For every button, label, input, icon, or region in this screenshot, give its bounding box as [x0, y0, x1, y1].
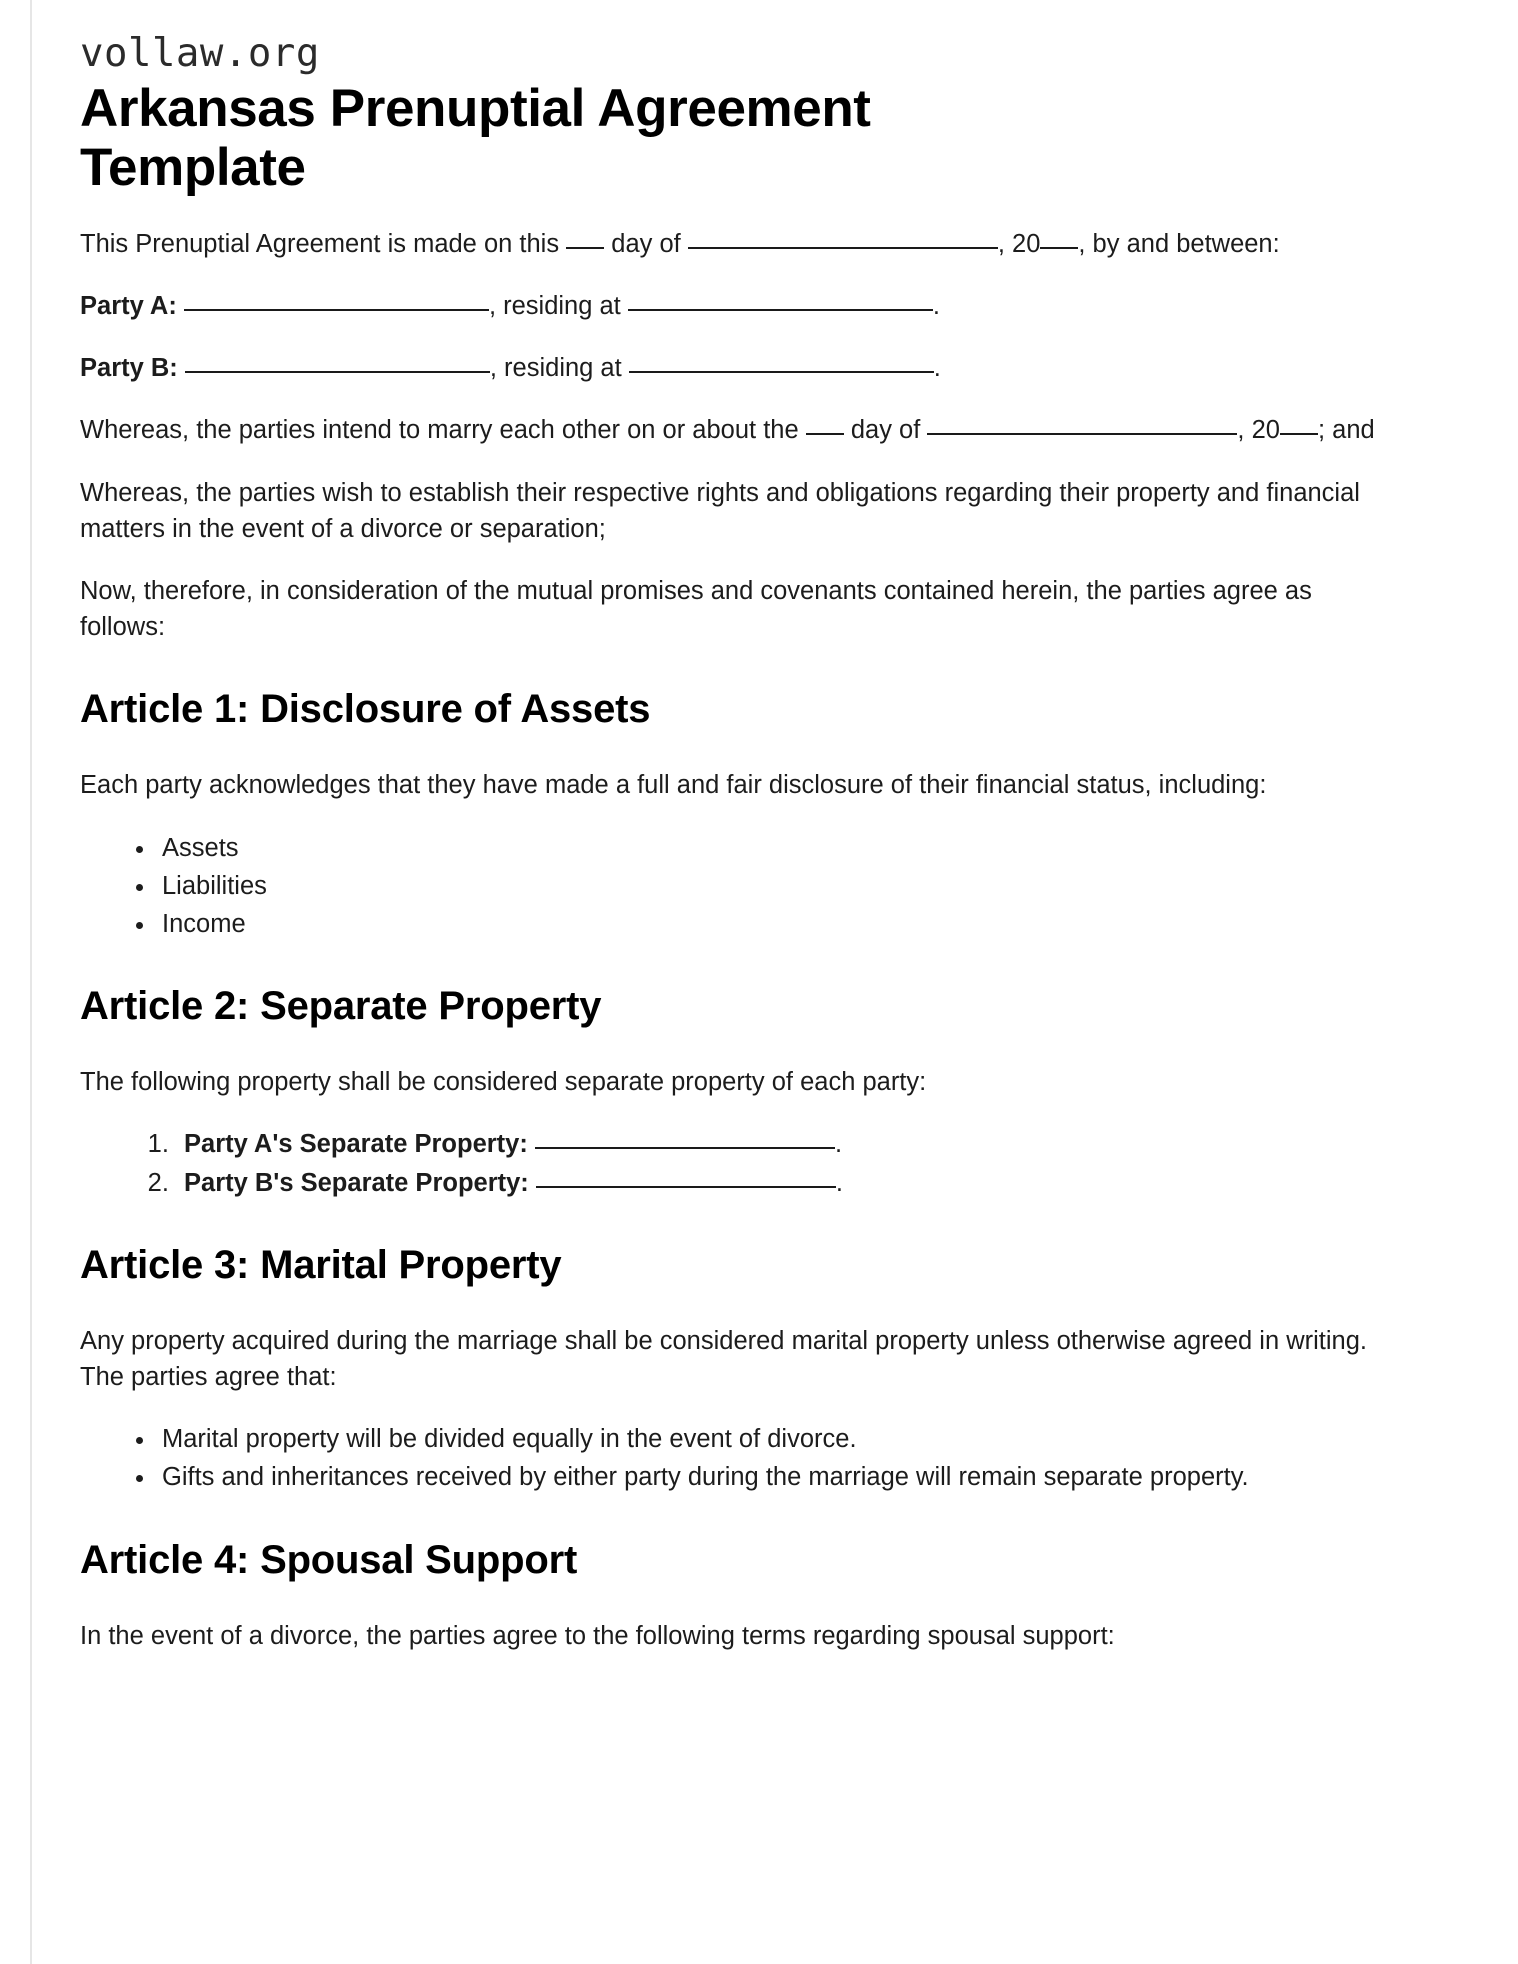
whereas-1-text-b: day of	[850, 416, 921, 445]
party-a-end-text: .	[932, 291, 940, 320]
party-b-separate-property-end: .	[835, 1168, 843, 1197]
site-logo: vollaw.org	[80, 31, 320, 76]
party-a-separate-property-label: Party A's Separate Property:	[184, 1130, 528, 1159]
intro-text-a: This Prenuptial Agreement is made on this	[80, 229, 560, 258]
party-a-separate-property-end: .	[834, 1130, 843, 1159]
article-4-heading: Article 4: Spousal Support	[80, 1537, 578, 1582]
party-a-line	[80, 288, 1380, 324]
intro-text-c: , 20	[997, 229, 1041, 258]
party-b-end-text: .	[933, 354, 941, 383]
party-b-line	[80, 350, 1380, 386]
marry-month-blank[interactable]	[927, 433, 1237, 435]
list-item: • Gifts and inheritances received by either party during the marriage will remain separate property.	[156, 1459, 1398, 1495]
page-title: Arkansas Prenuptial Agreement Template	[80, 79, 871, 198]
article-2-heading: Article 2: Separate Property	[80, 984, 602, 1029]
whereas-1-text-e: ; and	[1317, 416, 1375, 445]
party-b-address-blank[interactable]	[629, 371, 934, 373]
article-3-bullet-list	[80, 1421, 1398, 1495]
now-therefore-paragraph: Now, therefore, in consideration of the mutual promises and covenants contained herein, the parties agree as follows:	[80, 576, 1312, 642]
year-blank[interactable]	[1040, 247, 1078, 249]
list-item	[176, 1165, 1398, 1201]
article-1-body: Each party acknowledges that they have made a full and fair disclosure of their financial status, including:	[80, 771, 1267, 800]
agreement-date-paragraph	[80, 226, 1380, 262]
whereas-1-text-d: 20	[1251, 416, 1280, 445]
party-a-name-blank[interactable]	[184, 309, 489, 311]
whereas-1-text-c: ,	[1237, 416, 1245, 445]
article-3-heading: Article 3: Marital Property	[80, 1242, 562, 1287]
party-b-name-blank[interactable]	[185, 371, 490, 373]
article-1-bullet-list	[80, 830, 1398, 943]
list-item	[176, 1126, 1398, 1162]
whereas-rights-paragraph: Whereas, the parties wish to establish their respective rights and obligations regarding their property and financial matters in the event of a divorce or separation;	[80, 478, 1360, 543]
party-a-label: Party A:	[80, 291, 177, 320]
party-a-separate-property-blank[interactable]	[535, 1147, 835, 1149]
article-4-body: In the event of a divorce, the parties agree to the following terms regarding spousal support:	[80, 1621, 1115, 1650]
intro-text-d: , by and between:	[1078, 229, 1280, 258]
whereas-marry-paragraph	[80, 412, 1380, 448]
article-3-body: Any property acquired during the marriage shall be considered marital property unless otherwise agreed in writing. The parties agree that:	[80, 1326, 1368, 1391]
article-2-numbered-list	[80, 1126, 1398, 1200]
marry-year-blank[interactable]	[1280, 433, 1318, 435]
list-item: • Liabilities	[156, 868, 1398, 904]
month-blank[interactable]	[688, 247, 998, 249]
party-a-address-blank[interactable]	[628, 309, 933, 311]
party-b-separate-property-label: Party B's Separate Property:	[184, 1168, 529, 1197]
marry-day-blank[interactable]	[806, 433, 844, 435]
party-b-label: Party B:	[80, 354, 178, 383]
article-1-heading: Article 1: Disclosure of Assets	[80, 687, 651, 732]
intro-text-b: day of	[611, 229, 681, 258]
party-a-mid-text: , residing at	[488, 291, 621, 320]
list-item: • Marital property will be divided equally in the event of divorce.	[156, 1421, 1398, 1457]
party-b-separate-property-blank[interactable]	[536, 1186, 836, 1188]
list-item: • Income	[156, 906, 1398, 942]
list-item: • Assets	[156, 830, 1398, 866]
article-2-body: The following property shall be considered separate property of each party:	[80, 1068, 927, 1097]
day-blank[interactable]	[566, 247, 604, 249]
whereas-1-text-a: Whereas, the parties intend to marry each other on or about the	[80, 416, 799, 445]
party-b-mid-text: , residing at	[489, 354, 622, 383]
